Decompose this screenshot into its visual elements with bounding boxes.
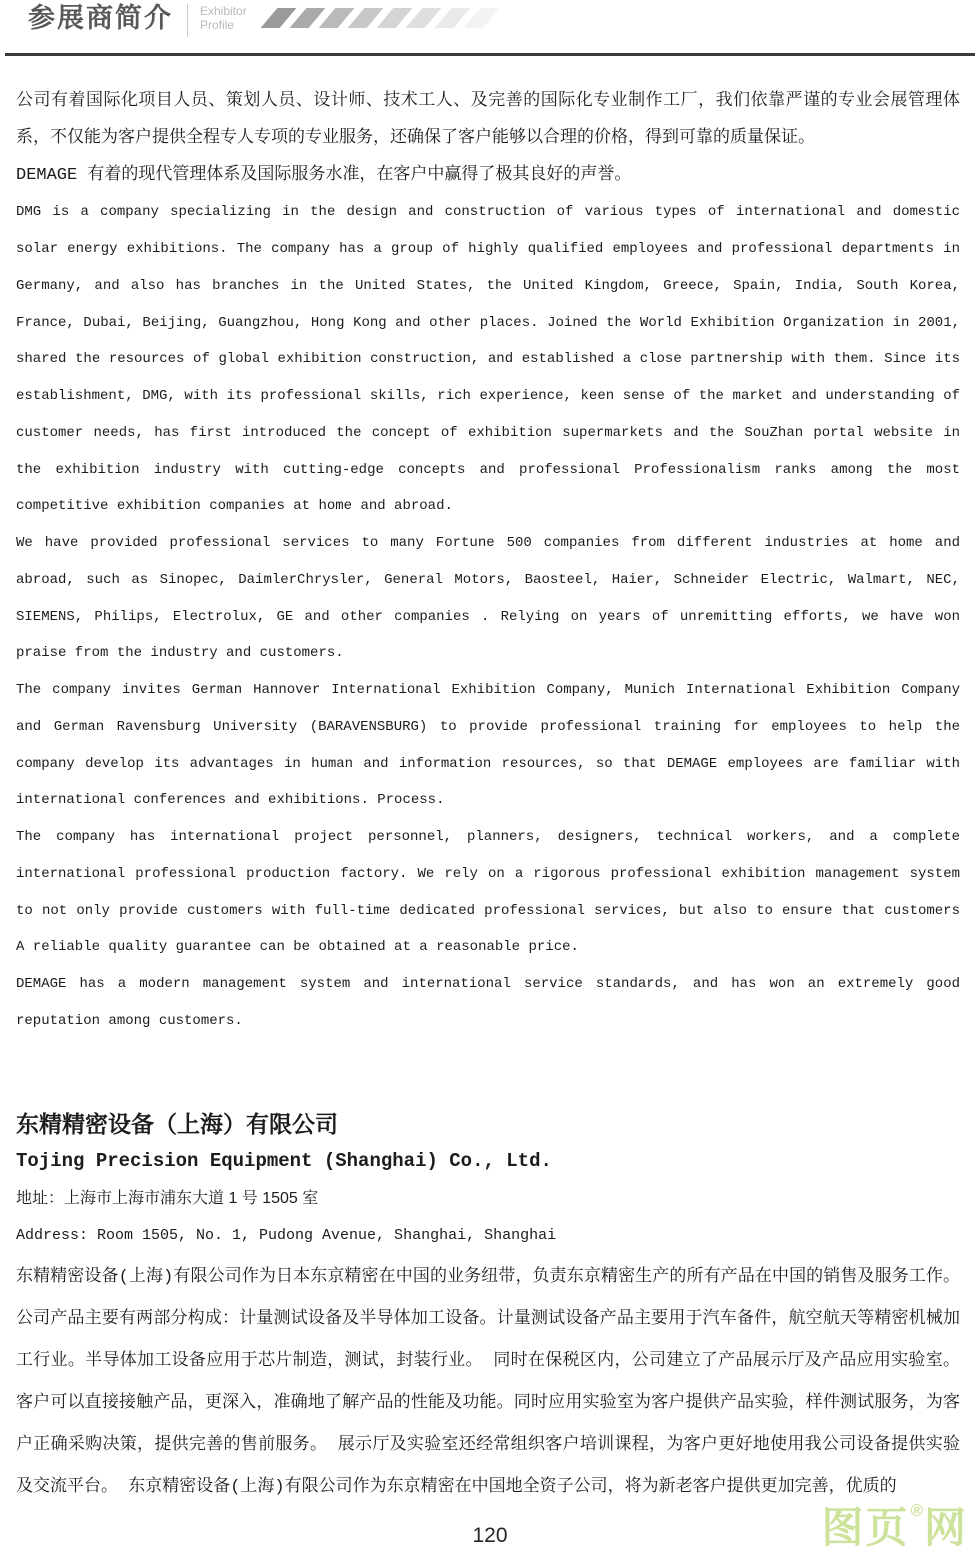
page-header bbox=[0, 0, 980, 37]
page-number: 120 bbox=[472, 1524, 508, 1547]
company-name-en: Tojing Precision Equipment (Shanghai) Co., Ltd. bbox=[16, 1150, 552, 1172]
company-section bbox=[16, 1106, 960, 1509]
subtitle-line-2: Profile bbox=[200, 18, 235, 32]
watermark-text-left: 图页 bbox=[821, 1504, 910, 1551]
company-description: 东精精密设备(上海)有限公司作为日本东京精密在中国的业务纽带，负责东京精密生产的所有产品在中国的销售及服务工作。公司产品主要有两部分构成：计量测试设备及半导体加工设备。计量测试设备产品主要用于汽车备件，航空航天等精密机械加工行业。半导体加工设备应用于芯片制造，测试，封装行业。 同时在保税区内，公司建立了产品展示厅及产品应用实验室。客户可以直接接触产品，更深入，准确地了解产品的性能及功能。同时应用实验室为客户提供产品实验，样件测试服务，为客户正确采购决策，提供完善的售前服务。 展示厅及实验室还经常组织客户培训课程，为客户更好地使用我公司设备提供实验及交流平台。 东京精密设备(上海)有限公司作为东京精密在中国地全资子公司，将为新老客户提供更加完善，优质的 bbox=[16, 1268, 960, 1497]
intro-paragraph-en-1: DMG is a company specializing in the design and construction of various types of international and domestic solar energy exhibitions. The company has a group of highly qualified employees and professional departments in Germany, and also has branches in the United States, the United Kingdom, Greece, Spain, India, South Korea, France, Dubai, Beijing, Guangzhou, Hong Kong and other places. Joined the World Exhibition Organization in 2001, shared the resources of global exhibition construction, and established a close partnership with them. Since its establishment, DMG, with its professional skills, rich experience, keen sense of the market and understanding of customer needs, has first introduced the concept of exhibition supermarkets and the SouZhan portal website in the exhibition industry with cutting-edge concepts and professional Professionalism ranks among the most competitive exhibition companies at home and abroad. bbox=[16, 204, 960, 515]
header-divider bbox=[187, 4, 188, 37]
diagonal-stripes-decoration bbox=[269, 8, 491, 28]
intro-paragraph-en-4: The company has international project personnel, planners, designers, technical workers, and a complete international professional production factory. We rely on a rigorous professional exhibition management system to not only provide customers with full-time dedicated professional services, but also to ensure that customers A reliable quality guarantee can be obtained at a reasonable price. bbox=[16, 829, 960, 956]
intro-paragraph-en-5: DEMAGE has a modern management system and international service standards, and has won an extremely good reputation among customers. bbox=[16, 976, 960, 1029]
page-title: 参展商简介 bbox=[28, 3, 173, 33]
intro-section bbox=[16, 84, 960, 1040]
registered-trademark-icon: ® bbox=[910, 1501, 923, 1520]
header-rule bbox=[5, 53, 975, 56]
watermark-logo bbox=[821, 1483, 968, 1556]
intro-paragraph-en-2: We have provided professional services to many Fortune 500 companies from different industries at home and abroad, such as Sinopec, DaimlerChrysler, General Motors, Baosteel, Haier, Schneider Electric, Walmart, NEC, SIEMENS, Philips, Electrolux, GE and other companies . Relying on years of unremitting efforts, we have won praise from the industry and customers. bbox=[16, 535, 960, 662]
company-name-cn: 东精精密设备（上海）有限公司 bbox=[16, 1111, 338, 1137]
watermark-text-right: 网 bbox=[923, 1504, 968, 1551]
subtitle-line-1: Exhibitor bbox=[200, 4, 247, 18]
intro-paragraph-cn-1: 公司有着国际化项目人员、策划人员、设计师、技术工人、及完善的国际化专业制作工厂，我们依靠严谨的专业会展管理体系，不仅能为客户提供全程专人专项的专业服务，还确保了客户能够以合理的价格，得到可靠的质量保证。 bbox=[16, 92, 960, 148]
page-subtitle bbox=[200, 4, 247, 32]
intro-paragraph-cn-2: DEMAGE 有着的现代管理体系及国际服务水准，在客户中赢得了极其良好的声誉。 bbox=[16, 165, 632, 185]
intro-paragraph-en-3: The company invites German Hannover International Exhibition Company, Munich International Exhibition Company and German Ravensburg University (BARAVENSBURG) to provide professional training for employees to help the company develop its advantages in human and information resources, so that DEMAGE employees are familiar with international conferences and exhibitions. Process. bbox=[16, 682, 960, 809]
company-address-en: Address: Room 1505, No. 1, Pudong Avenue, Shanghai, Shanghai bbox=[16, 1227, 557, 1244]
stripe-icon bbox=[463, 8, 499, 28]
company-address-cn: 地址：上海市上海市浦东大道 1 号 1505 室 bbox=[16, 1190, 319, 1207]
